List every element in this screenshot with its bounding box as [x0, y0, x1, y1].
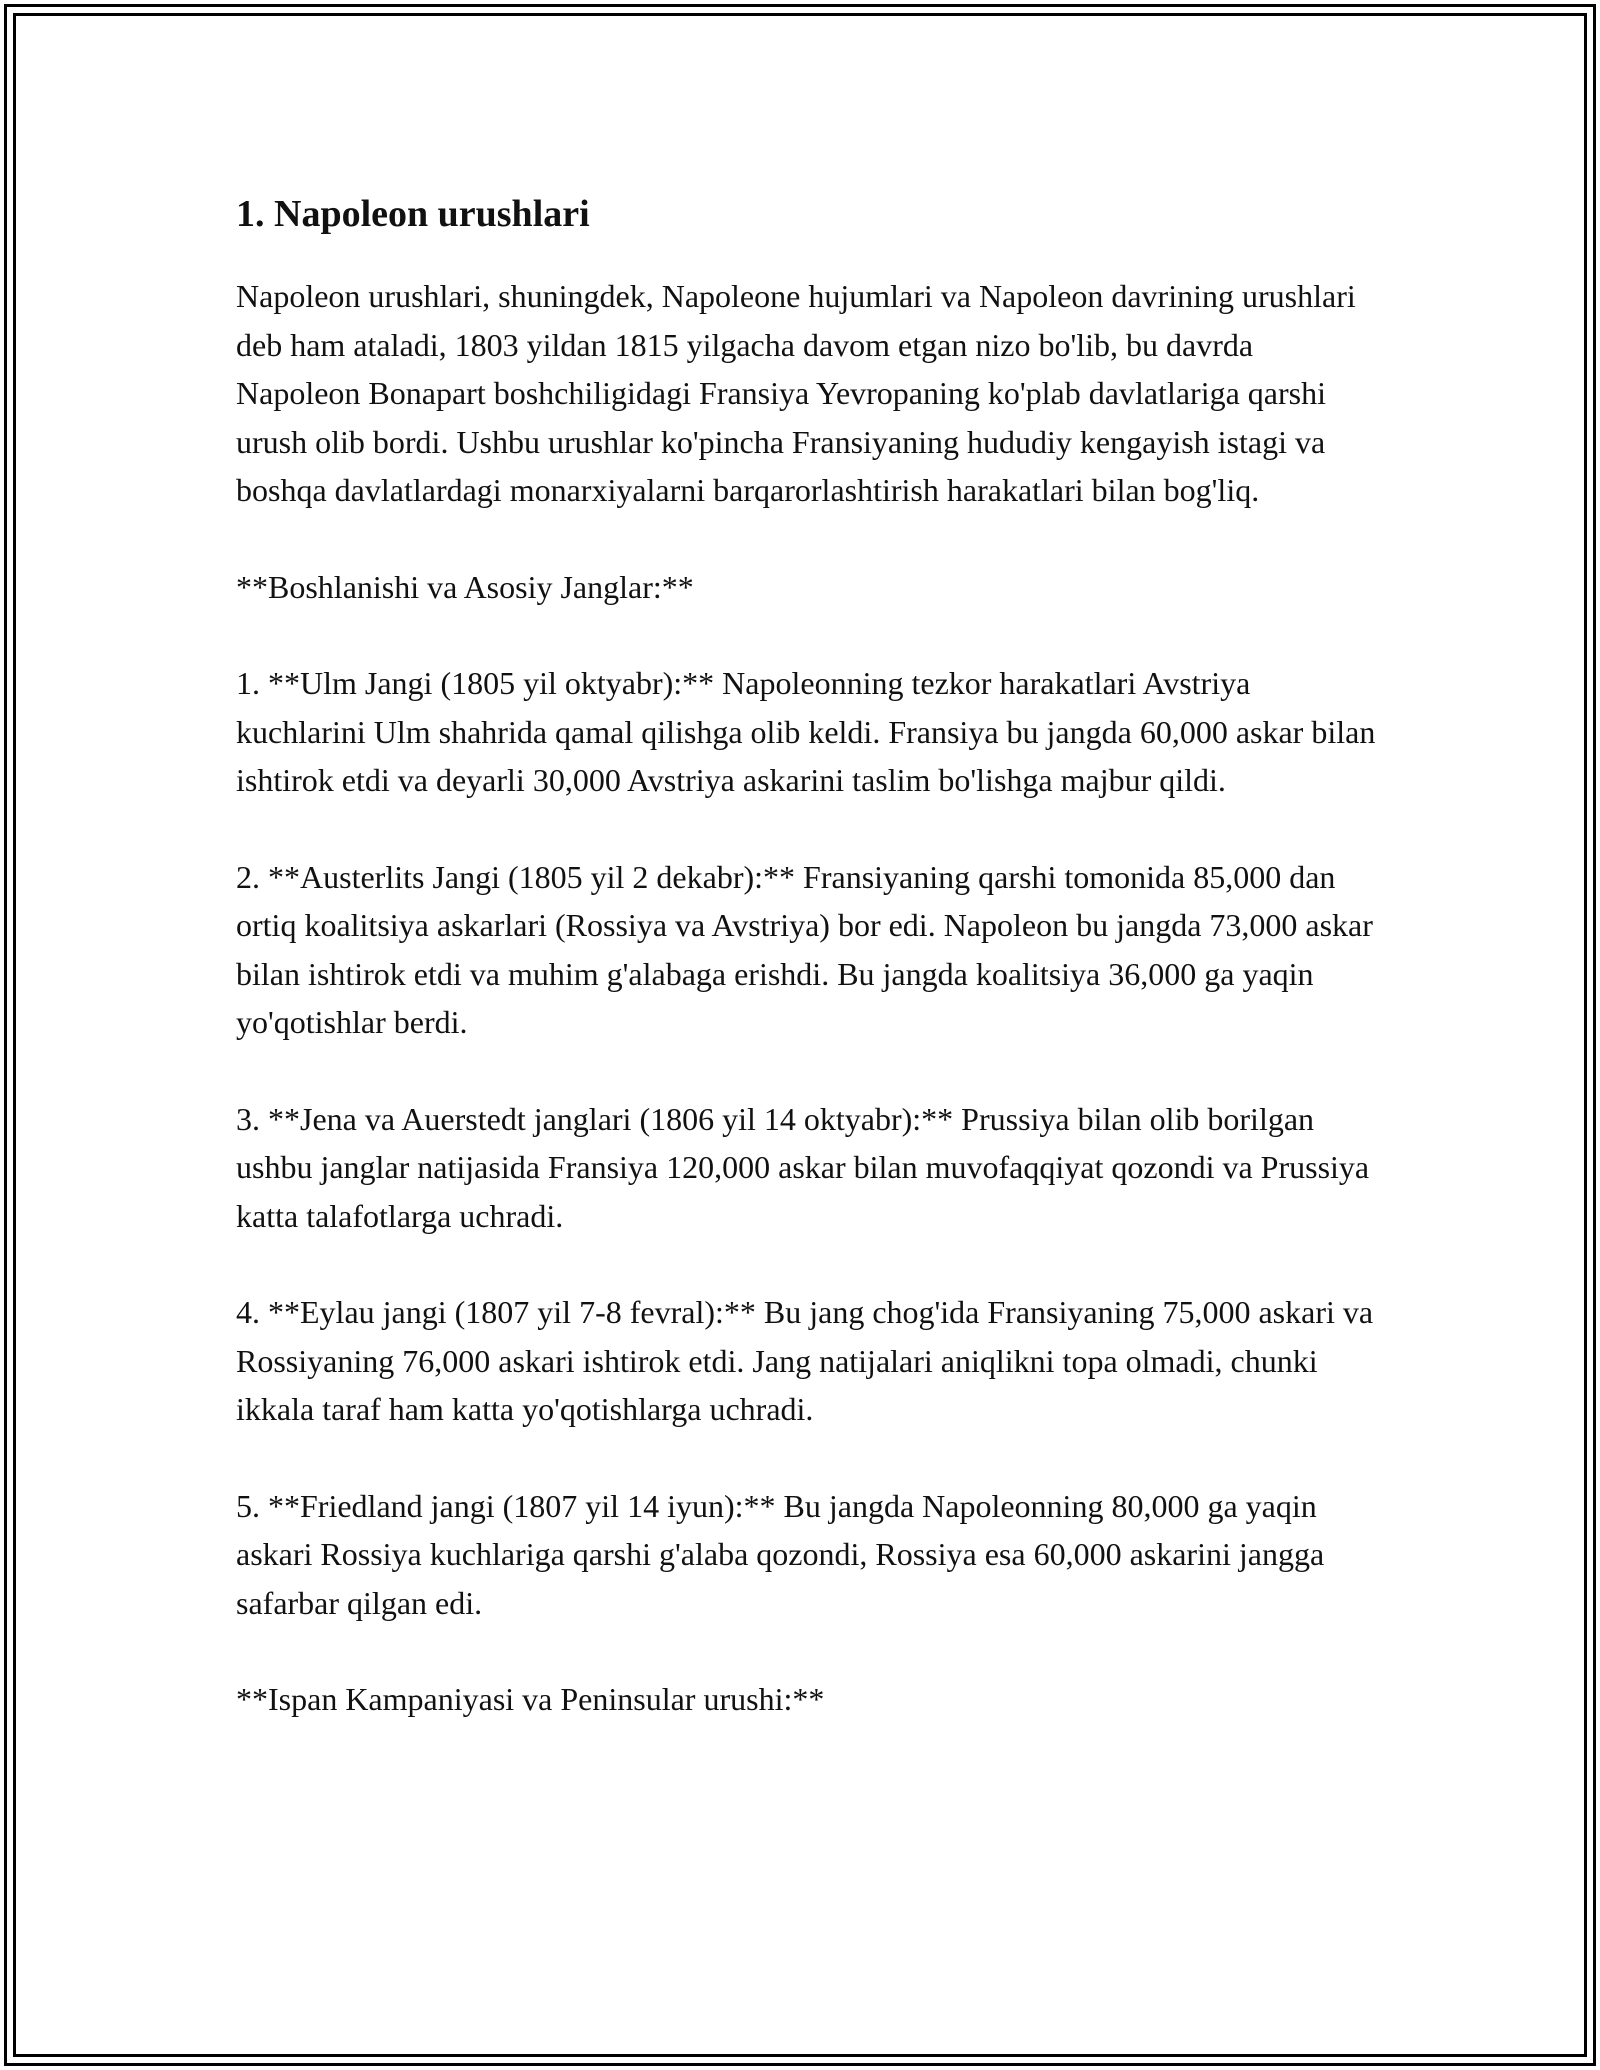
battle-item-friedland: 5. **Friedland jangi (1807 yil 14 iyun):** Bu jangda Napoleonning 80,000 ga yaqin askari Rossiya kuchlariga qarshi g'alaba qozondi, Rossiya esa 60,000 askarini jangga safarbar qilgan edi. [236, 1487, 1325, 1621]
battle-item-austerlitz: 2. **Austerlits Jangi (1805 yil 2 dekabr):** Fransiyaning qarshi tomonida 85,000 dan ortiq koalitsiya askarlari (Rossiya va Avstriya) bor edi. Napoleon bu jangda 73,000 askar bilan ishtirok etdi va muhim g'alabaga erishdi. Bu jangda koalitsiya 36,000 ga yaqin yo'qotishlar berdi. [236, 858, 1373, 1040]
document-body [236, 186, 1376, 1772]
document-title: 1. Napoleon urushlari [236, 193, 590, 235]
section-heading-spanish-campaign: **Ispan Kampaniyasi va Peninsular urushi:** [236, 1681, 825, 1717]
intro-paragraph: Napoleon urushlari, shuningdek, Napoleone hujumlari va Napoleon davrining urushlari deb ham ataladi, 1803 yildan 1815 yilgacha davom etgan nizo bo'lib, bu davrda Napoleon Bonapart boshchiligidagi Fransiya Yevropaning ko'plab davlatlariga qarshi urush olib bordi. Ushbu urushlar ko'pincha Fransiyaning hududiy kengayish istagi va boshqa davlatlardagi monarxiyalarni barqarorlashtirish harakatlari bilan bog'liq. [236, 278, 1356, 508]
section-heading-battles: **Boshlanishi va Asosiy Janglar:** [236, 568, 694, 605]
battle-item-ulm: 1. **Ulm Jangi (1805 yil oktyabr):** Napoleonning tezkor harakatlari Avstriya kuchlarini Ulm shahrida qamal qilishga olib keldi. Fransiya bu jangda 60,000 askar bilan ishtirok etdi va deyarli 30,000 Avstriya askarini taslim bo'lishga majbur qildi. [236, 665, 1376, 798]
battle-item-jena-auerstedt: 3. **Jena va Auerstedt janglari (1806 yil 14 oktyabr):** Prussiya bilan olib borilgan ushbu janglar natijasida Fransiya 120,000 askar bilan muvofaqqiyat qozondi va Prussiya katta talafotlarga uchradi. [236, 1100, 1370, 1234]
battle-item-eylau: 4. **Eylau jangi (1807 yil 7-8 fevral):** Bu jang chog'ida Fransiyaning 75,000 askari va Rossiyaning 76,000 askari ishtirok etdi. Jang natijalari aniqlikni topa olmadi, chunki ikkala taraf ham katta yo'qotishlarga uchradi. [236, 1294, 1374, 1427]
